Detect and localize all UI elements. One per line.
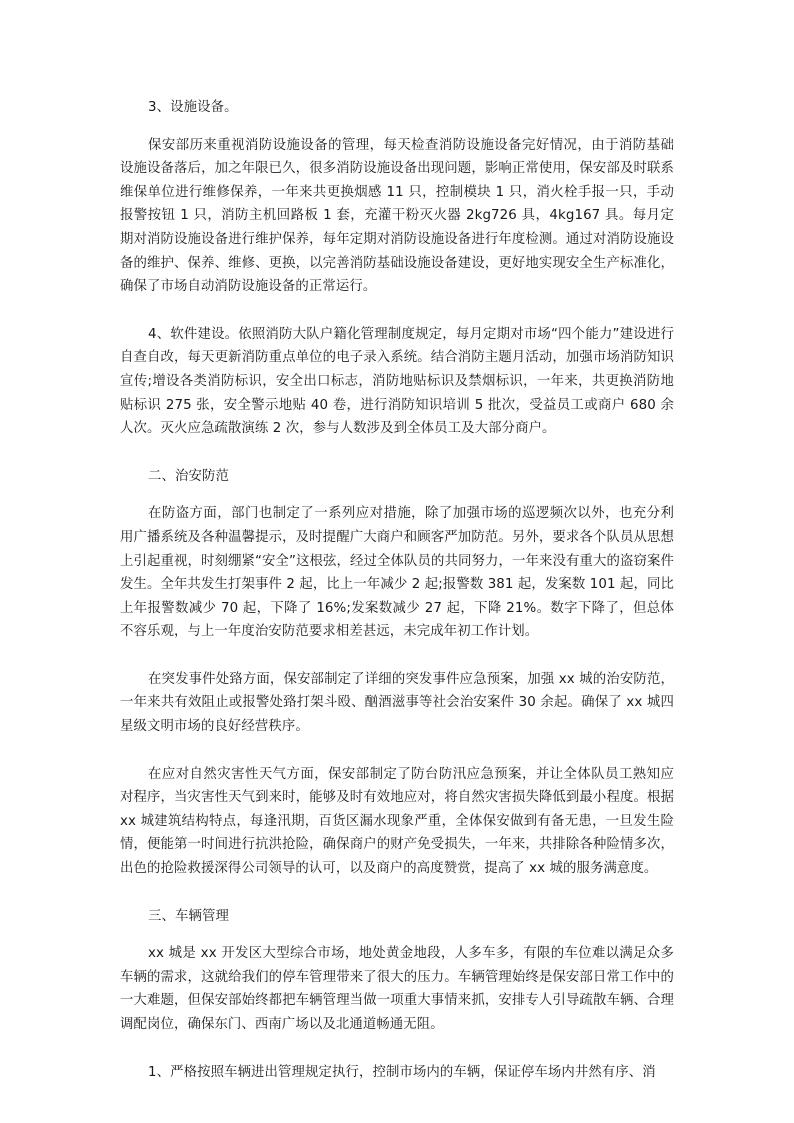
section-heading-vehicle-management: 三、车辆管理 [148, 908, 229, 924]
paragraph-theft-prevention: 在防盗方面，部门也制定了一系列应对措施，除了加强市场的巡逻频次以外，也充分利用广播系统及各种温馨提示，及时提醒广大商户和顾客严加防范。另外，要求各个队员从思想上引起重视，时刻绷紧“安全”这根弦，经过全体队员的共同努力，一年来没有重大的盗窃案件发生。全年共发生打架事件 2 起，比上一年减少 2 起;报警数 381 起，发案数 101 起，同比上年报警数减少 70 起，下降了 16%;发案数减少 27 起，下降 21%。数字下降了，但总体不容乐观，与上一年度治安防范要求相差甚远，未完成年初工作计划。 [120, 506, 674, 640]
paragraph-vehicle-rule-1: 1、严格按照车辆进出管理规定执行，控制市场内的车辆，保证停车场内井然有序、消 [148, 1064, 656, 1080]
section-heading-public-security: 二、治安防范 [148, 468, 229, 484]
paragraph-emergency-response: 在突发事件处臵方面，保安部制定了详细的突发事件应急预案，加强 xx 城的治安防范，一年来共有效阻止或报警处臵打架斗殴、酗酒滋事等社会治安案件 30 余起。确保了 xx 城四星级文明市场的良好经营秩序。 [120, 671, 674, 735]
paragraph-facility-maintenance: 保安部历来重视消防设施设备的管理，每天检查消防设施设备完好情况，由于消防基础设施设备落后，加之年限已久，很多消防设施设备出现问题，影响正常使用，保安部及时联系维保单位进行维修保养，一年来共更换烟感 11 只，控制模块 1 只，消火栓手报一只，手动报警按钮 1 只，消防主机回路板 1 套，充灌干粉灭火器 2kg726 具，4kg167 具。每月定期对消防设施设备进行维护保养，每年定期对消防设施设备进行年度检测。通过对消防设施设备的维护、保养、维修、更换，以完善消防基础设施设备建设，更好地实现安全生产标准化，确保了市场自动消防设施设备的正常运行。 [120, 137, 674, 295]
paragraph-software-construction: 4、软件建设。依照消防大队户籍化管理制度规定，每月定期对市场“四个能力”建设进行自查自改，每天更新消防重点单位的电子录入系统。结合消防主题月活动，加强市场消防知识宣传;增设各类消防标识，安全出口标志，消防地贴标识及禁烟标识，一年来，共更换消防地贴标识 275 张，安全警示地贴 40 卷，进行消防知识培训 5 批次，受益员工或商户 680 余人次。灭火应急疏散演练 2 次，参与人数涉及到全体员工及大部分商户。 [120, 326, 674, 437]
paragraph-natural-disaster: 在应对自然灾害性天气方面，保安部制定了防台防汛应急预案，并让全体队员工熟知应对程序，当灾害性天气到来时，能够及时有效地应对，将自然灾害损失降低到最小程度。根据 xx 城建筑结构特点，每逢汛期，百货区漏水现象严重，全体保安做到有备无患，一旦发生险情，便能第一时间进行抗洪抢险，确保商户的财产免受损失，一年来，共排除各种险情多次，出色的抢险救援深得公司领导的认可，以及商户的高度赞赏，提高了 xx 城的服务满意度。 [120, 766, 674, 877]
section-heading-facilities: 3、设施设备。 [148, 100, 238, 115]
paragraph-vehicle-overview: xx 城是 xx 开发区大型综合市场，地处黄金地段，人多车多，有限的车位难以满足众多车辆的需求，这就给我们的停车管理带来了很大的压力。车辆管理始终是保安部日常工作中的一大难题，但保安部始终都把车辆管理当做一项重大事情来抓，安排专人引导疏散车辆、合理调配岗位，确保东门、西南广场以及北通道畅通无阻。 [120, 946, 674, 1032]
